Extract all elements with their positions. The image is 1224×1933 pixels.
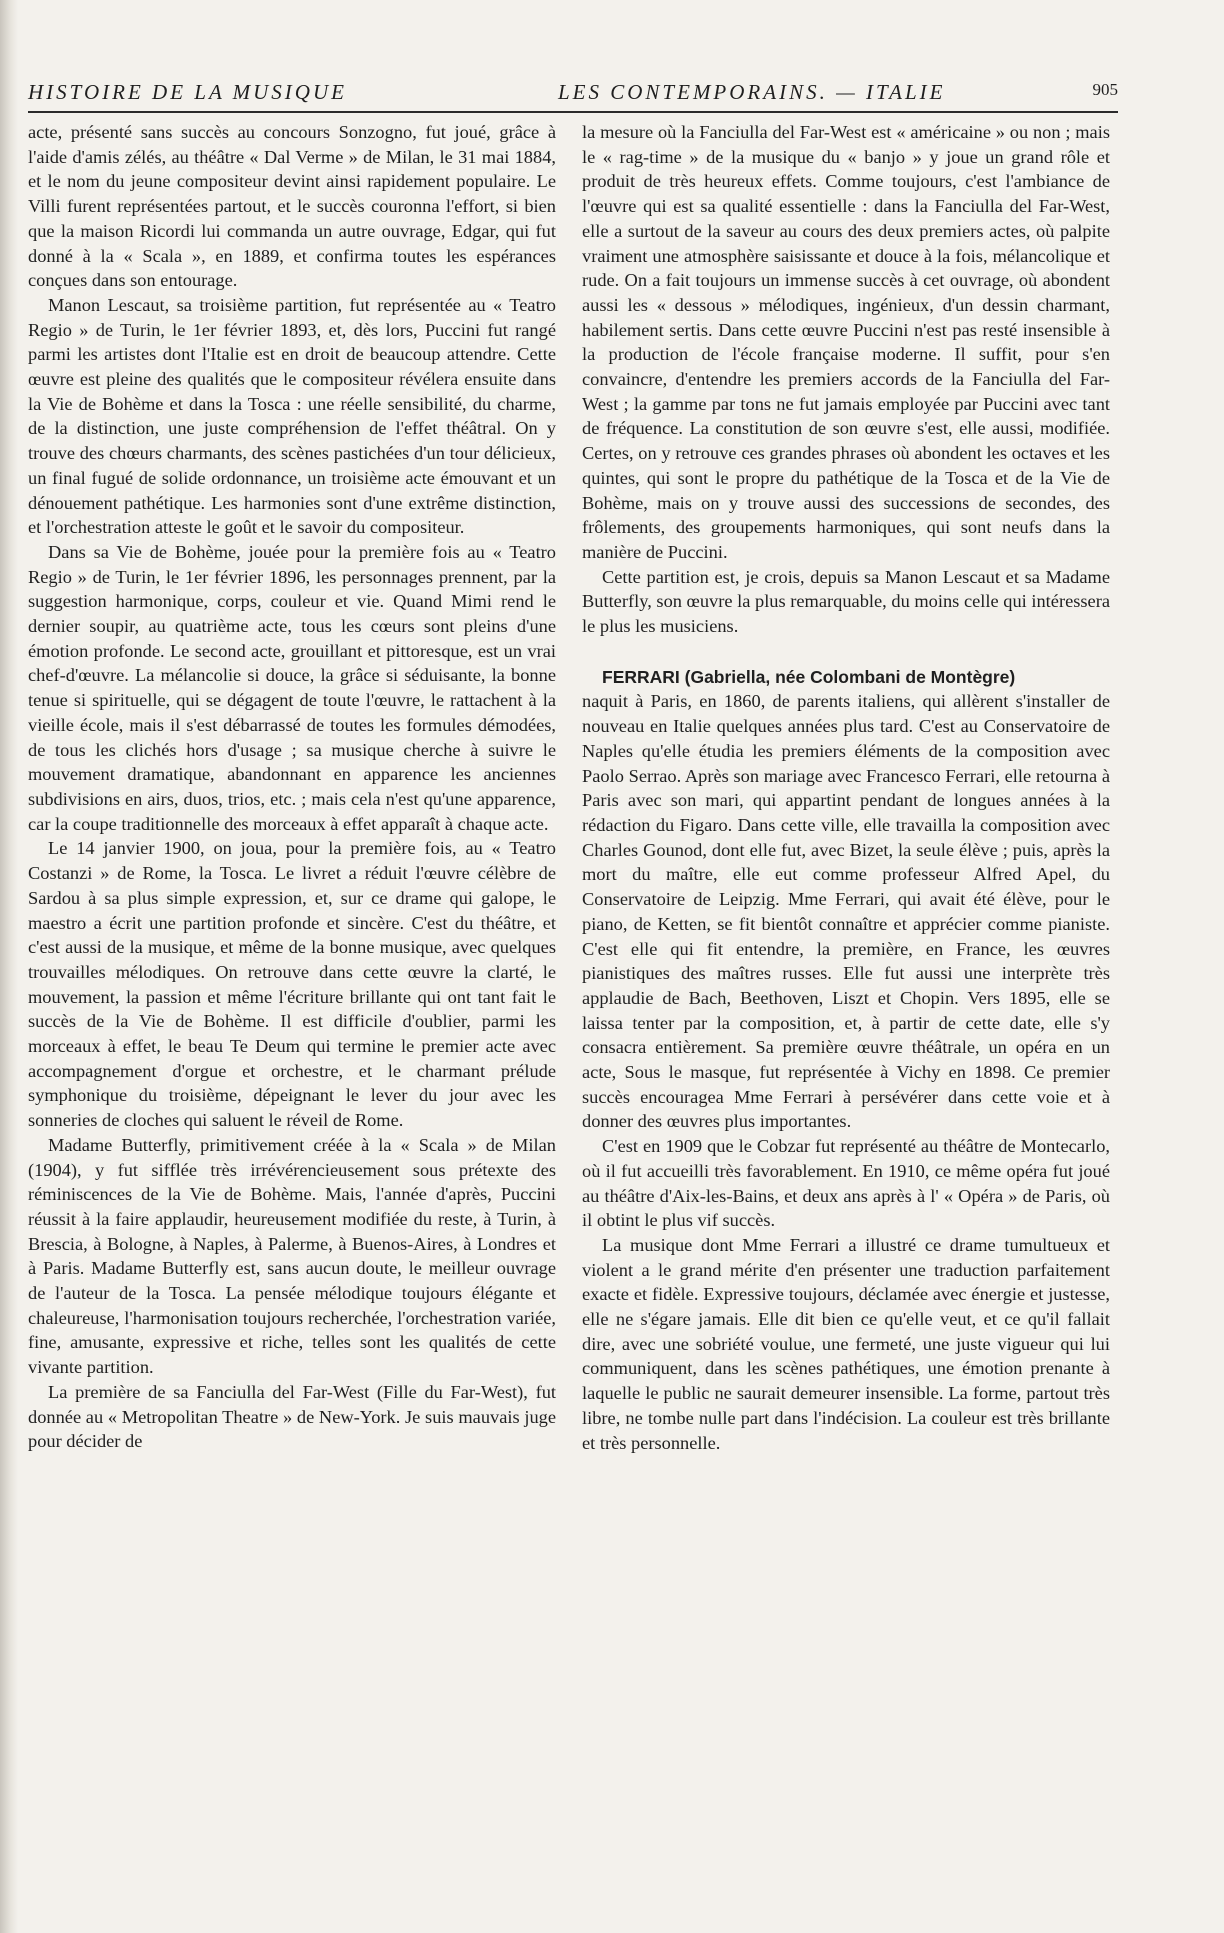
paragraph: acte, présenté sans succès au concours Sonzogno, fut joué, grâce à l'aide d'amis zélés, au théâtre « Dal Verme » de Milan, le 31 mai 1884, et le nom du jeune compositeur devint ainsi rapidement populaire. Le Villi furent représentées partout, et le succès couronna l'effort, si bien que la maison Ricordi lui commanda un autre ouvrage, Edgar, qui fut donné à la « Scala », en 1889, et confirma toutes les espérances conçues dans son entourage. (28, 122, 556, 291)
paragraph: naquit à Paris, en 1860, de parents italiens, qui allèrent s'installer de nouveau en Italie quelques années plus tard. C'est au Conservatoire de Naples qu'elle étudia les premiers éléments de la composition avec Paolo Serrao. Après son mariage avec Francesco Ferrari, elle retourna à Paris avec son mari, qui appartint pendant de longues années à la rédaction du Figaro. Dans cette ville, elle travailla la composition avec Charles Gounod, dont elle fut, avec Bizet, la seule élève ; puis, après la mort du maître, elle eut comme professeur Alfred Apel, du Conservatoire de Leipzig. Mme Ferrari, qui avait été élève, pour le piano, de Ketten, se fit bientôt connaître et apprécier comme pianiste. C'est elle qui fit entendre, la première, en France, les œuvres pianistiques des maîtres russes. Elle fut aussi une interprète très applaudie de Bach, Beethoven, Liszt et Chopin. Vers 1895, elle se laissa tenter par la composition, et, à partir de cette date, elle s'y consacra entièrement. Sa première œuvre théâtrale, un opéra en un acte, Sous le masque, fut représentée à Vichy en 1898. Ce premier succès encouragea Mme Ferrari à persévérer dans cette voie et à donner des œuvres plus importantes. (582, 691, 1110, 1132)
paragraph: Madame Butterfly, primitivement créée à la « Scala » de Milan (1904), y fut sifflée très irrévérencieusement sous prétexte des réminiscences de la Vie de Bohème. Mais, l'année d'après, Puccini réussit à la faire applaudir, heureusement modifiée du reste, à Turin, à Brescia, à Bologne, à Naples, à Palerme, à Buenos-Aires, à Londres et à Paris. Madame Butterfly est, sans aucun doute, le meilleur ouvrage de l'auteur de la Tosca. La pensée mélodique toujours élégante et chaleureuse, l'harmonisation toujours recherchée, l'orchestration variée, fine, amusante, expressive et riche, telles sont les qualités de cette vivante partition. (28, 1134, 556, 1378)
paragraph: Manon Lescaut, sa troisième partition, fut représentée au « Teatro Regio » de Turin, le 1er février 1893, et, dès lors, Puccini fut rangé parmi les artistes dont l'Italie est en droit de beaucoup attendre. Cette œuvre est pleine des qualités que le compositeur révélera ensuite dans la Vie de Bohème et dans la Tosca : une réelle sensibilité, du charme, de la distinction, une juste compréhension de l'effet théâtral. On y trouve des chœurs charmants, des scènes pastichées d'un tour délicieux, un final fugué de solide ordonnance, un troisième acte émouvant et un dénouement pathétique. Les harmonies sont d'une extrême distinction, et l'orchestration atteste le goût et le savoir du compositeur. (28, 294, 556, 538)
header-left: HISTOIRE DE LA MUSIQUE (28, 80, 347, 104)
left-column (28, 120, 556, 1454)
header-rule (28, 111, 1118, 113)
paragraph: la mesure où la Fanciulla del Far-West est « américaine » ou non ; mais le « rag-time » de la musique du « banjo » y joue un grand rôle et produit de très heureux effets. Comme toujours, c'est l'ambiance de l'œuvre qui est sa qualité essentielle : dans la Fanciulla del Far-West, elle a surtout de la saveur au cours des deux premiers actes, où palpite vraiment une atmosphère saisissante et douce à la fois, mélancolique et rude. On a fait toujours un immense succès à cet ouvrage, où abondent aussi les « dessous » mélodiques, ingénieux, d'un dessin charmant, habilement sertis. Dans cette œuvre Puccini n'est pas resté insensible à la production de l'école française moderne. Il suffit, pour s'en convaincre, d'entendre les premiers accords de la Fanciulla del Far-West ; la gamme par tons ne fut jamais employée par Puccini avec tant de fréquence. La constitution de son œuvre s'est, elle aussi, modifiée. Certes, on y retrouve ces grandes phrases où abondent les octaves et les quintes, qui sont le propre du pathétique de la Tosca et de la Vie de Bohème, mais on y trouve aussi des successions de secondes, des frôlements, des groupements harmoniques, qui sont neufs dans la manière de Puccini. (582, 122, 1110, 562)
binding-edge (0, 0, 18, 1933)
page-number: 905 (1092, 80, 1118, 99)
right-column (582, 120, 1110, 1455)
paragraph: Le 14 janvier 1900, on joua, pour la première fois, au « Teatro Costanzi » de Rome, la Tosca. Le livret a réduit l'œuvre célèbre de Sardou à sa plus simple expression, et, sur ce drame qui galope, le maestro a écrit une partition profonde et sincère. C'est du théâtre, et c'est aussi de la musique, et même de la bonne musique, avec quelques trouvailles mélodiques. On retrouve dans cette œuvre la clarté, le mouvement, la passion et même l'écriture brillante qui ont tant fait le succès de la Vie de Bohème. Il est difficile d'oublier, parmi les morceaux à effet, le beau Te Deum qui termine le premier acte avec accompagnement d'orgue et orchestre, et le charmant prélude symphonique du troisième, dépeignant le lever du jour avec les sonneries de cloches qui saluent le réveil de Rome. (28, 838, 556, 1131)
paragraph: Cette partition est, je crois, depuis sa Manon Lescaut et sa Madame Butterfly, son œuvre la plus remarquable, du moins celle qui intéressera le plus les musiciens. (582, 566, 1110, 637)
header-center: LES CONTEMPORAINS. — ITALIE (558, 80, 946, 104)
paragraph: Dans sa Vie de Bohème, jouée pour la première fois au « Teatro Regio » de Turin, le 1er février 1896, les personnages prennent, par la suggestion harmonique, corps, couleur et vie. Quand Mimi rend le dernier soupir, au quatrième acte, tous les cœurs sont pleins d'une émotion profonde. Le second acte, grouillant et pittoresque, est un vrai chef-d'œuvre. La mélancolie si douce, la grâce si séduisante, la bonne tenue si spirituelle, qui se dégagent de toute l'œuvre, le rattachent à la vieille école, mais il s'est débarrassé de toutes les formules démodées, de tous les clichés hors d'usage ; sa musique cherche à suivre le mouvement dramatique, abandonnant en apparence les anciennes subdivisions en airs, duos, trios, etc. ; mais cela n'est qu'une apparence, car la coupe traditionnelle des morceaux à effet apparaît à chaque acte. (28, 541, 556, 834)
running-header (28, 80, 1118, 110)
entry-ferrari (582, 665, 1110, 690)
paragraph: La première de sa Fanciulla del Far-West (Fille du Far-West), fut donnée au « Metropolitan Theatre » de New-York. Je suis mauvais juge pour décider de (28, 1381, 556, 1452)
paragraph: C'est en 1909 que le Cobzar fut représenté au théâtre de Montecarlo, où il fut accueilli très favorablement. En 1910, ce même opéra fut joué au théâtre d'Aix-les-Bains, et deux ans après à l' « Opéra » de Paris, où il obtint le plus vif succès. (582, 1136, 1110, 1231)
entry-heading: FERRARI (Gabriella, née Colombani de Montègre) (602, 666, 1016, 687)
paragraph: La musique dont Mme Ferrari a illustré ce drame tumultueux et violent a le grand mérite d'en présenter une traduction parfaitement exacte et fidèle. Expressive toujours, déclamée avec énergie et justesse, elle ne s'égare jamais. Elle dit bien ce qu'elle veut, et ce qu'il fallait dire, avec une sobriété voulue, une fermeté, une juste vigueur qui lui communiquent, dans les scènes pathétiques, une émotion prenante à laquelle le public ne saurait demeurer insensible. La forme, partout très libre, ne tombe nulle part dans l'indécision. La couleur est très brillante et très personnelle. (582, 1234, 1110, 1453)
